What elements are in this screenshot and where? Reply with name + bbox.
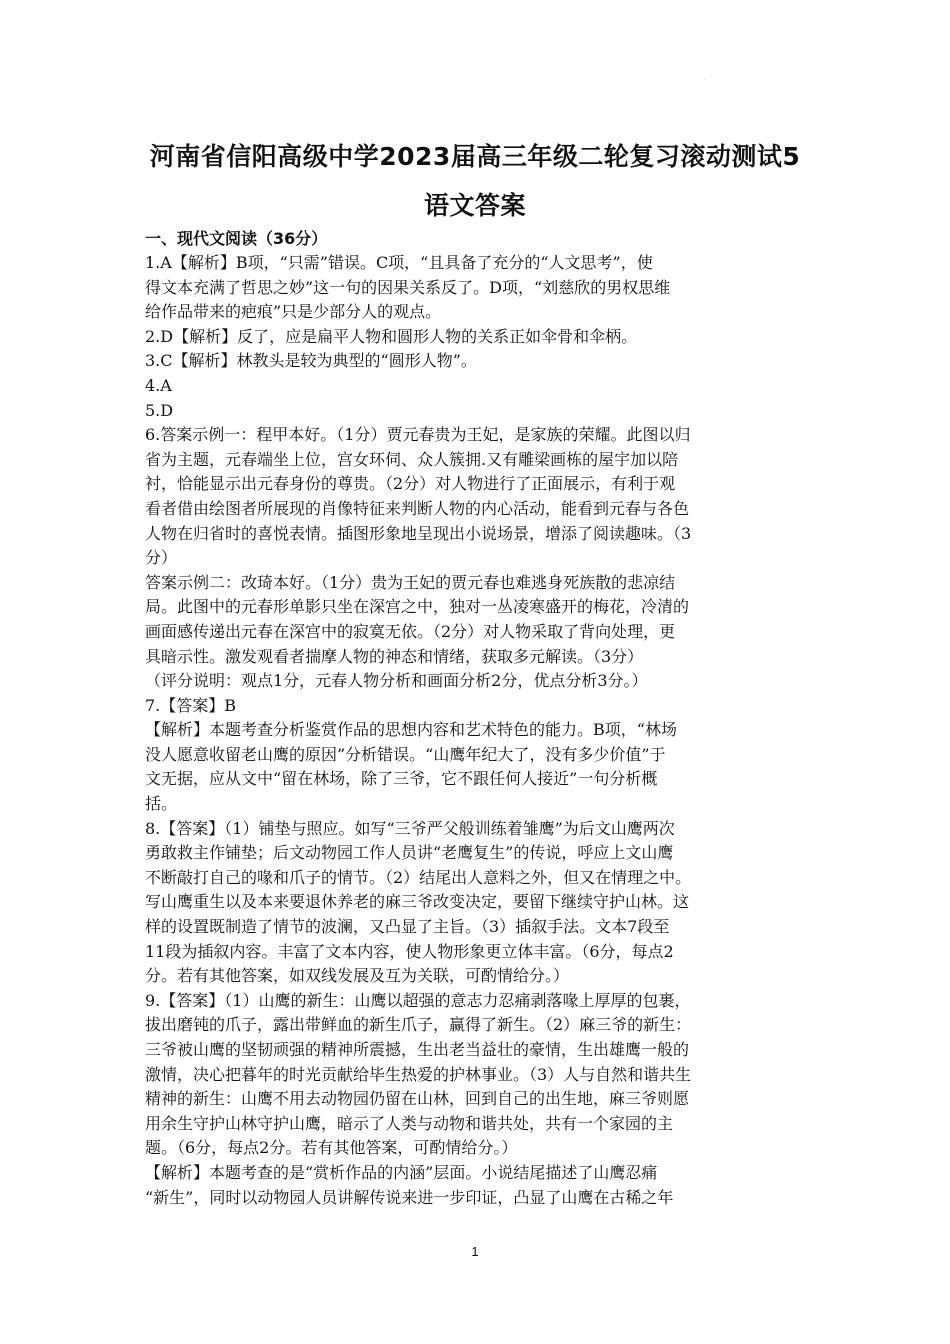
text-line: 具暗示性。激发观看者揣摩人物的神态和情绪，获取多元解读。（3分） bbox=[145, 646, 644, 666]
text-line: 得文本充满了哲思之妙”这一句的因果关系反了。D项，“刘慈欣的男权思维 bbox=[145, 277, 671, 297]
text-line: 看者借由绘图者所展现的肖像特征来判断人物的内心活动，能看到元春与各色 bbox=[145, 498, 690, 518]
text-line: 3.C【解析】林教头是较为典型的“圆形人物”。 bbox=[145, 351, 477, 371]
text-line: 用余生守护山林守护山鹰，暗示了人类与动物和谐共处，共有一个家园的主 bbox=[145, 1113, 674, 1133]
text-line: 4.A bbox=[145, 375, 172, 395]
text-line: 人物在归省时的喜悦表情。插图形象地呈现出小说场景，增添了阅读趣味。（3 bbox=[145, 523, 692, 543]
text-line: 画面感传递出元春在深宫中的寂寞无依。（2分）对人物采取了背向处理，更 bbox=[145, 621, 676, 641]
text-line: 【解析】本题考查的是“赏析作品的内涵”层面。小说结尾描述了山鹰忍痛 bbox=[145, 1162, 658, 1182]
text-line: 样的设置既制造了情节的波澜，又凸显了主旨。（3）插叙手法。文本7段至 bbox=[145, 917, 670, 937]
text-line: 分） bbox=[145, 548, 178, 568]
text-line: 不断敲打自己的喙和爪子的情节。（2）结尾出人意料之外，但又在情理之中。 bbox=[145, 867, 692, 887]
text-line: 题。（6分，每点2分。若有其他答案，可酌情给分。） bbox=[145, 1138, 518, 1158]
text-line: 激情，决心把暮年的时光贡献给毕生热爱的护林事业。（3）人与自然和谐共生 bbox=[145, 1064, 692, 1084]
document-body bbox=[145, 226, 810, 1210]
text-line: 1.A【解析】B项，“只需”错误。C项，“且具备了充分的“人文思考”，使 bbox=[145, 253, 653, 272]
text-line: 衬，恰能显示出元春身份的尊贵。（2分）对人物进行了正面展示，有利于观 bbox=[145, 474, 676, 494]
text-line: 【解析】本题考查分析鉴赏作品的思想内容和艺术特色的能力。B项，“林场 bbox=[145, 720, 677, 740]
text-line: 2.D【解析】反了，应是扁平人物和圆形人物的关系正如伞骨和伞柄。 bbox=[145, 326, 638, 346]
text-line: 省为主题，元春端坐上位，宫女环伺、众人簇拥.又有雕梁画栋的屋宇加以陪 bbox=[145, 449, 679, 469]
text-line: 5.D bbox=[145, 400, 174, 420]
text-line: （评分说明：观点1分，元春人物分析和画面分析2分，优点分析3分。） bbox=[145, 671, 648, 691]
text-line: 括。 bbox=[145, 794, 178, 814]
text-line: 6.答案示例一：程甲本好。（1分）贾元春贵为王妃，是家族的荣耀。此图以归 bbox=[145, 425, 691, 445]
section-heading: 一、现代文阅读（36分） bbox=[145, 229, 328, 248]
page-number: 1 bbox=[471, 1244, 479, 1259]
text-line: 精神的新生：山鹰不用去动物园仍留在山林，回到自己的出生地，麻三爷则愿 bbox=[145, 1089, 690, 1109]
text-line: 9.【答案】（1）山鹰的新生：山鹰以超强的意志力忍痛剥落喙上厚厚的包裹， bbox=[145, 990, 691, 1010]
text-line: 拔出磨钝的爪子，露出带鲜血的新生爪子，赢得了新生。（2）麻三爷的新生： bbox=[145, 1015, 692, 1035]
text-line: 没人愿意收留老山鹰的原因”分析错误。“山鹰年纪大了，没有多少价值”于 bbox=[145, 744, 666, 764]
text-line: 答案示例二：改琦本好。（1分）贵为王妃的贾元春也难逃身死族散的悲凉结 bbox=[145, 572, 676, 592]
text-line: 给作品带来的疤痕”只是少部分人的观点。 bbox=[145, 302, 442, 322]
document-subtitle: 语文答案 bbox=[423, 191, 526, 220]
text-line: 写山鹰重生以及本来要退休养老的麻三爷改变决定，要留下继续守护山林。这 bbox=[145, 892, 690, 912]
text-line: 三爷被山鹰的坚韧顽强的精神所震撼，生出老当益壮的豪情，生出雄鹰一般的 bbox=[145, 1040, 690, 1059]
text-line: 11段为插叙内容。丰富了文本内容，使人物形象更立体丰富。（6分，每点2 bbox=[145, 941, 674, 961]
text-line: 7.【答案】B bbox=[145, 695, 237, 715]
text-line: 局。此图中的元春形单影只坐在深宫之中，独对一丛凌寒盛开的梅花，冷清的 bbox=[145, 597, 690, 617]
text-line: 分。若有其他答案，如双线发展及互为关联，可酌情给分。） bbox=[145, 966, 570, 986]
text-line: 勇敢救主作铺垫；后文动物园工作人员讲“老鹰复生”的传说，呼应上文山鹰 bbox=[145, 843, 674, 863]
text-line: 8.【答案】（1）铺垫与照应。如写“三爷严父般训练着雏鹰”为后文山鹰两次 bbox=[145, 818, 675, 838]
decorative-dot: . bbox=[704, 76, 706, 82]
answer-lines bbox=[145, 251, 810, 1210]
document-title: 河南省信阳高级中学2023届高三年级二轮复习滚动测试5 bbox=[149, 142, 801, 171]
text-line: “新生”，同时以动物园人员讲解传说来进一步印证，凸显了山鹰在古稀之年 bbox=[145, 1187, 674, 1207]
text-line: 文无据，应从文中“留在林场，除了三爷，它不跟任何人接近”一句分析概 bbox=[145, 769, 658, 789]
